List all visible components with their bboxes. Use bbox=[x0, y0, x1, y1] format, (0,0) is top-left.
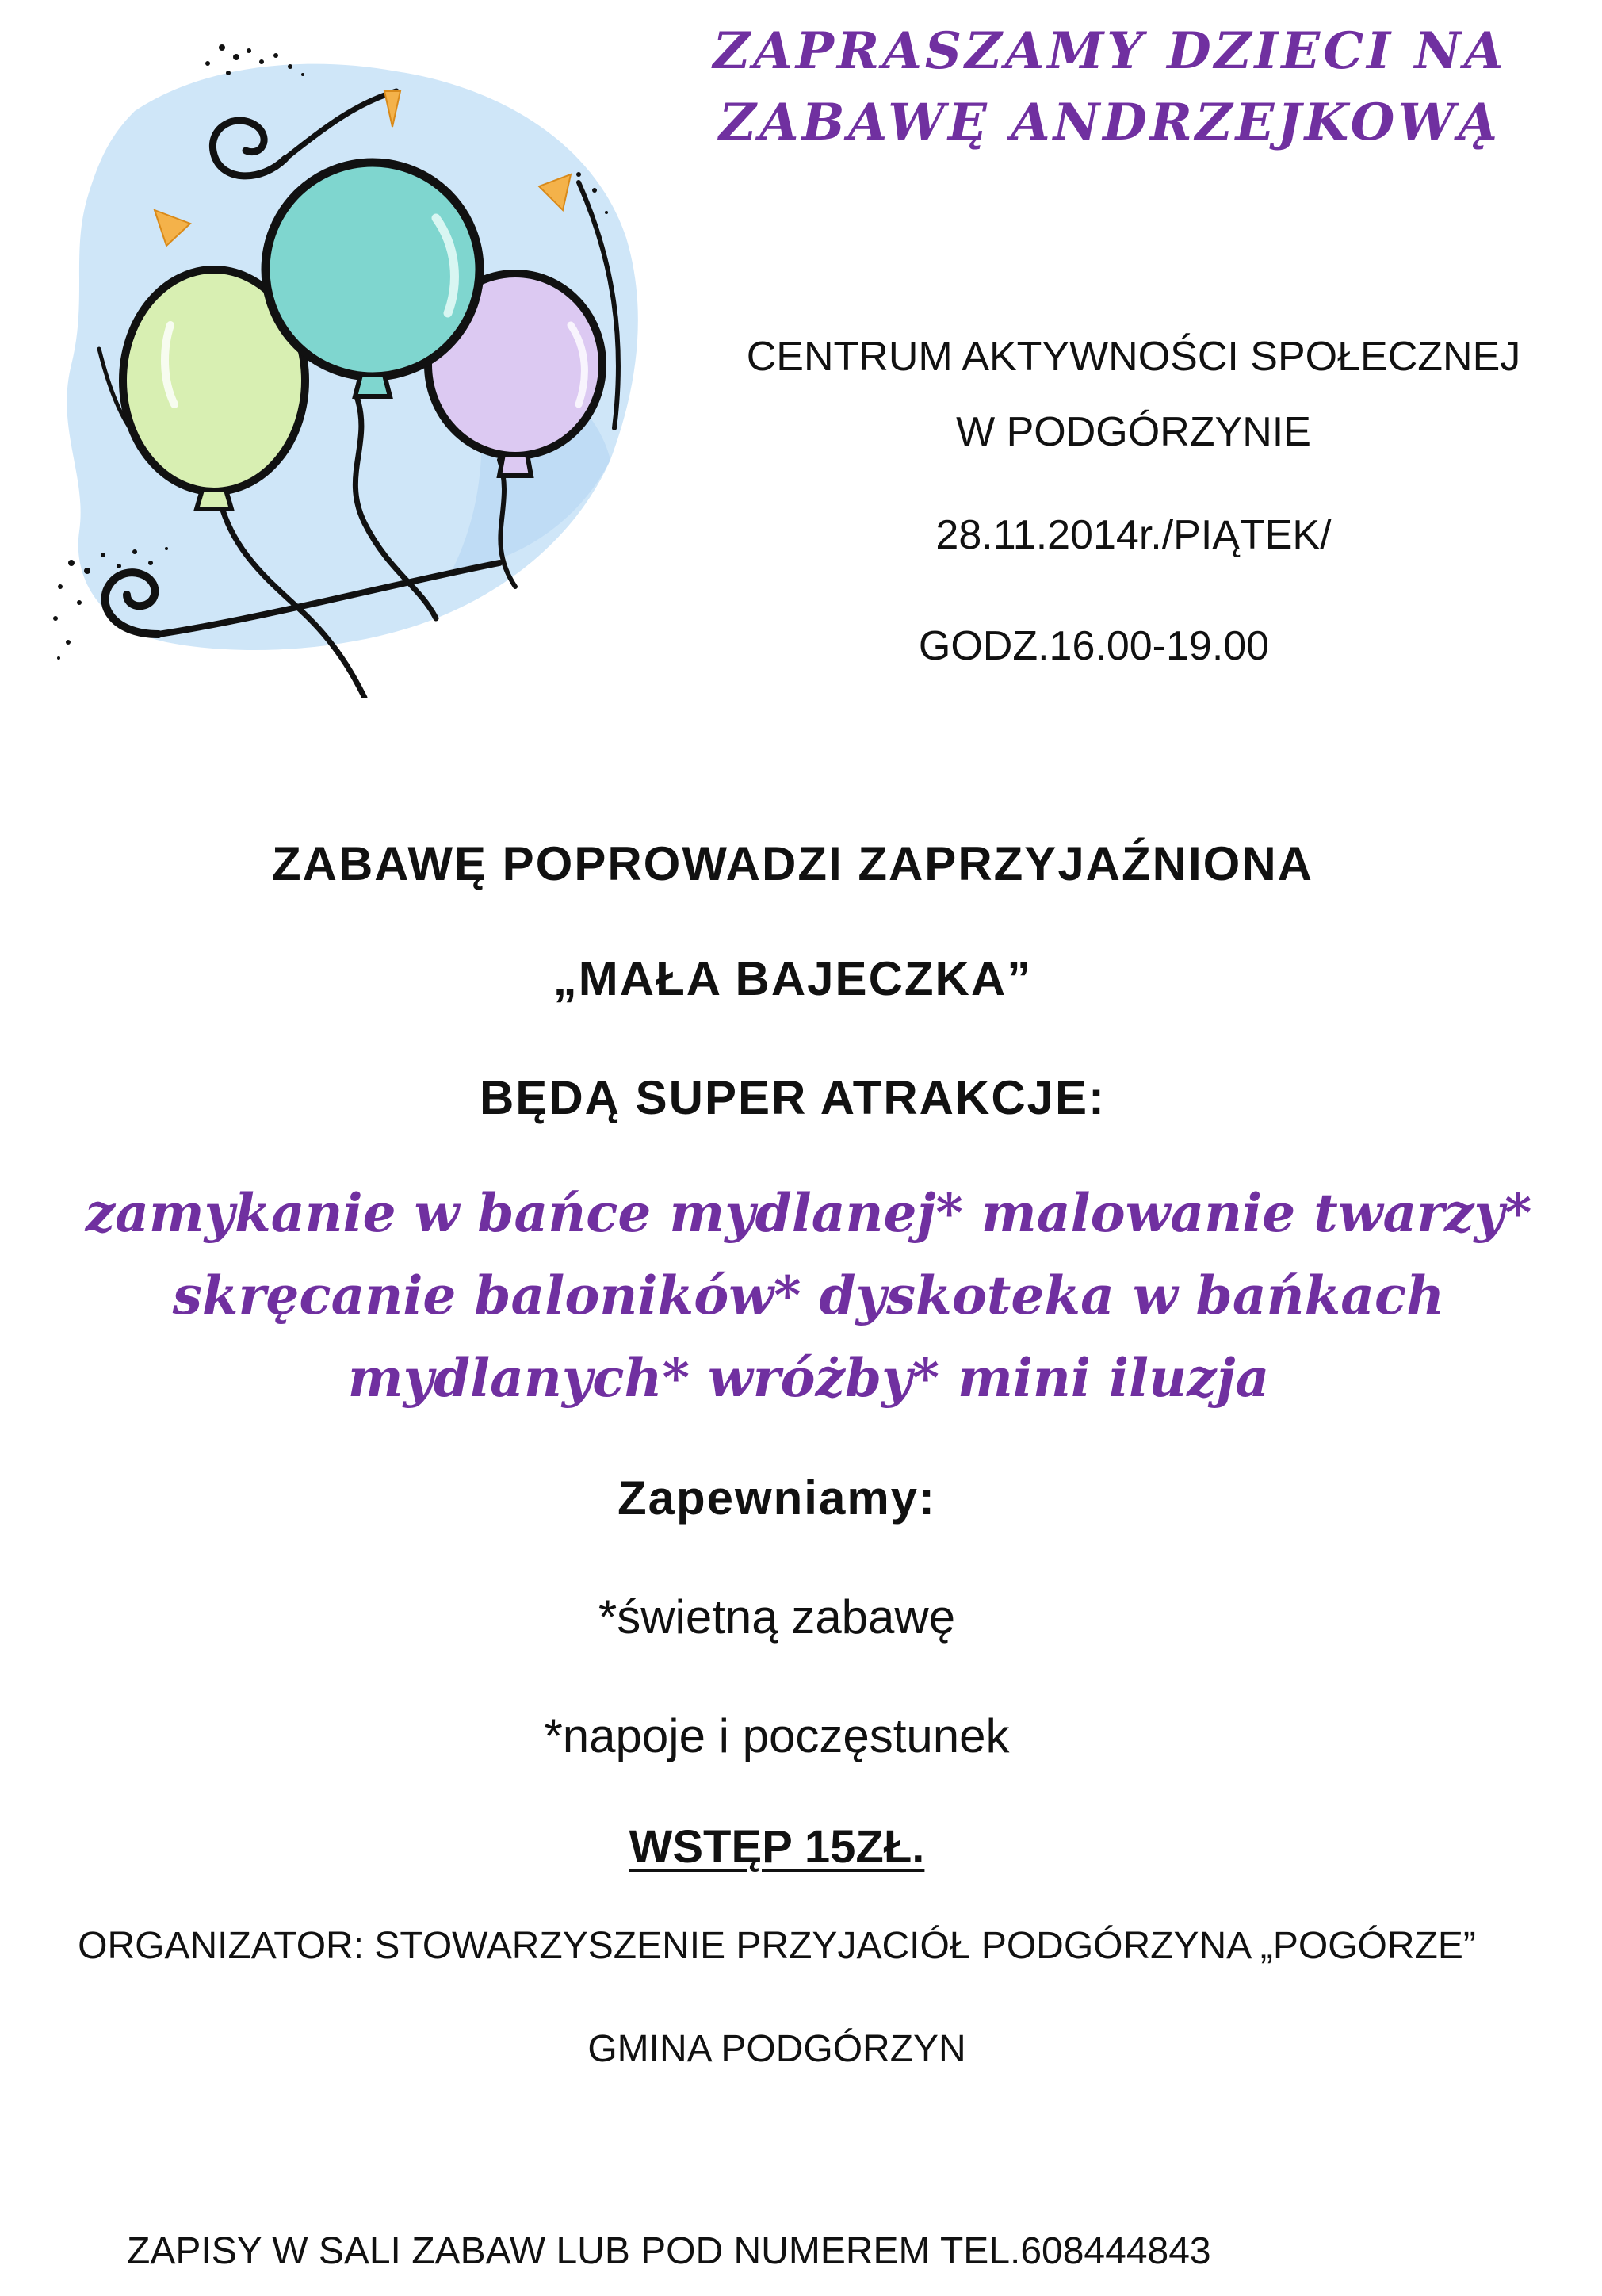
entry-fee: WSTĘP 15ZŁ. bbox=[629, 1821, 925, 1873]
teal-balloon bbox=[266, 163, 480, 377]
title-line-1: ZAPRASZAMY DZIECI NA bbox=[713, 21, 1507, 81]
event-date: 28.11.2014r./PIĄTEK/ bbox=[935, 512, 1332, 558]
balloons-icon bbox=[24, 16, 658, 698]
attractions-heading: BĘDĄ SUPER ATRAKCJE: bbox=[479, 1071, 1107, 1124]
attractions-list bbox=[16, 1172, 1601, 1419]
host-name: „MAŁA BAJECZKA” bbox=[552, 952, 1033, 1005]
attractions-line-3: mydlanych* wróżby* mini iluzja bbox=[347, 1347, 1270, 1409]
guarantees-heading: Zapewniamy: bbox=[617, 1471, 937, 1525]
municipality: GMINA PODGÓRZYN bbox=[587, 2028, 966, 2070]
venue-location: W PODGÓRZYNIE bbox=[956, 409, 1311, 455]
page-title bbox=[650, 16, 1570, 159]
event-hours: GODZ.16.00-19.00 bbox=[918, 623, 1270, 669]
guarantee-item: *napoje i poczęstunek bbox=[544, 1709, 1010, 1762]
attractions-line-1: zamykanie w bańce mydlanej* malowanie twarzy* bbox=[85, 1182, 1532, 1244]
attractions-line-2: skręcanie baloników* dyskoteka w bańkach bbox=[172, 1265, 1445, 1326]
title-line-2: ZABAWĘ ANDRZEJKOWĄ bbox=[719, 93, 1501, 152]
host-line: ZABAWĘ POPROWADZI ZAPRZYJAŹNIONA bbox=[271, 837, 1313, 890]
organizer: ORGANIZATOR: STOWARZYSZENIE PRZYJACIÓŁ PODGÓRZYNA „POGÓRZE” bbox=[78, 1925, 1476, 1967]
signup-info: ZAPISY W SALI ZABAW LUB POD NUMEREM TEL.608444843 bbox=[127, 2230, 1211, 2272]
balloons-illustration bbox=[24, 16, 658, 698]
venue-name: CENTRUM AKTYWNOŚCI SPOŁECZNEJ bbox=[746, 334, 1521, 380]
guarantee-item: *świetną zabawę bbox=[598, 1590, 956, 1644]
